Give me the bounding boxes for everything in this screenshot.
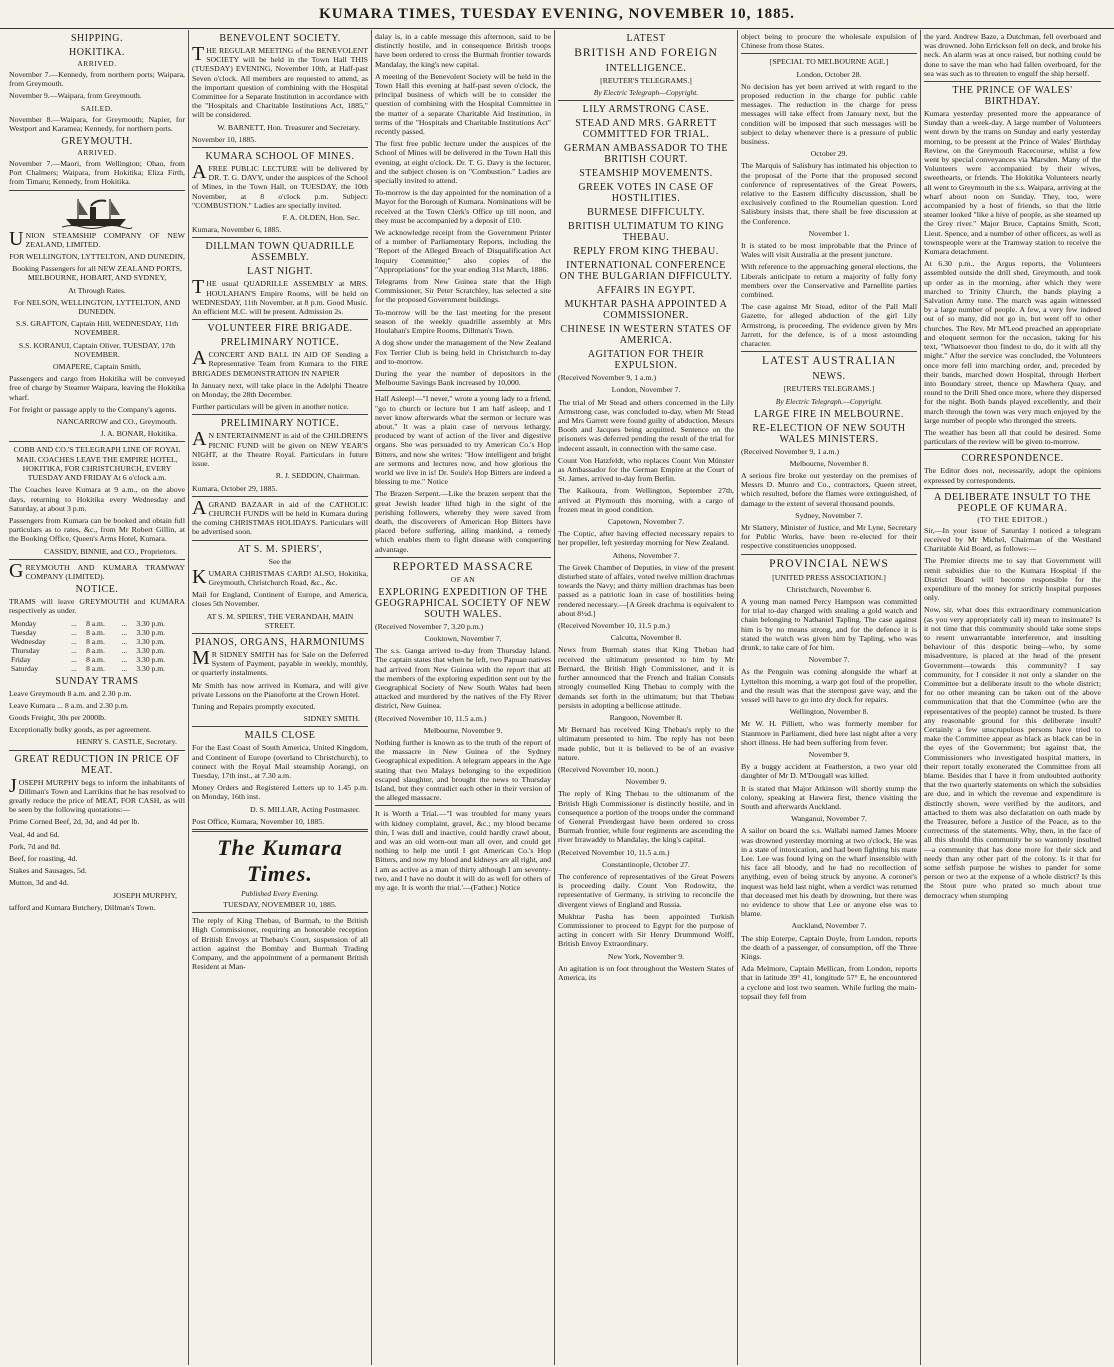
table-cell: 8 a.m.	[86, 636, 105, 646]
paragraph: Exceptionally bulky goods, as per agreement.	[9, 725, 152, 735]
paragraph: The Marquis of Salisbury has intimated his objection to the proposal of the Porte that the proposed second conference of representatives of the Great Powers, relative to the Eastern difficulty discussion, shall be exclusively confined to the Roumelian question. Lord Salisbury insists that, there shall be free discussion at the Conference.	[741, 161, 917, 226]
byline: OF AN	[450, 574, 476, 584]
centered-line: COBB AND CO.'S TELEGRAPH LINE OF ROYAL MAIL COACHES LEAVE THE EMPIRE HOTEL, HOKITIKA, FOR CHRISTCHURCH, EVERY TUESDAY AND FRIDAY At 6 o'clock a.m.	[13, 445, 181, 483]
paragraph: A dog show under the management of the New Zealand Fox Terrier Club is being held in Christchurch to-day and to-morrow.	[375, 338, 551, 366]
column-divider	[924, 449, 1101, 450]
centered-line: November 9.	[625, 777, 667, 787]
signature-line: D. S. MILLAR, Acting Postmaster.	[249, 804, 360, 814]
column-divider	[9, 441, 185, 442]
column-divider	[192, 237, 368, 238]
paragraph: The conference of representatives of the Great Powers is proceeding daily. Count Von Rodowitz, the representative of Germany, is striving to reconcile the divergent views of England and Russia.	[558, 871, 734, 909]
table-cell: ...	[71, 654, 77, 664]
column-divider	[192, 540, 368, 541]
paragraph: Passengers from Kumara can be booked and obtain full particulars as to rates, &c., from Mr Robert Gillin, at the Booking Office, Queen's Arms Hotel, Kumara.	[9, 515, 185, 544]
table-cell: Wednesday	[11, 636, 46, 646]
table-cell: ...	[121, 627, 128, 637]
column-3	[372, 30, 555, 1365]
paragraph: Mutton, 3d and 4d.	[9, 878, 69, 888]
centered-line: At Through Rates.	[68, 285, 126, 295]
paragraph: KUMARA CHRISTMAS CARD! ALSO, Hokitika, Greymouth, Christchurch Road, &c., &c.	[192, 565, 368, 588]
paragraph: Telegrams from New Guinea state that the High Commissioner, Sir Peter Scratchley, has selected a site for the proposed Government buildings.	[375, 277, 551, 305]
centered-line: Wanganui, November 7.	[790, 814, 868, 824]
byline: By Electric Telegraph—Copyright.	[593, 88, 699, 98]
paragraph: Kumara, November 6, 1885.	[192, 225, 282, 235]
table-cell: 3.30 p.m.	[136, 663, 166, 673]
paragraph: Kumara, October 29, 1885.	[192, 483, 278, 493]
centered-line: Athens, November 7.	[612, 550, 680, 560]
centered-line: November 9.	[808, 749, 850, 759]
centered-line: AT S. M. SPIERS', THE VERANDAH, MAIN STREET.	[206, 611, 354, 630]
section-heading: GREAT REDUCTION IN PRICE OF MEAT.	[14, 753, 180, 776]
byline: By Electric Telegraph.—Copyright.	[775, 396, 883, 406]
paragraph: Leave Kumara ... 8 a.m. and 2.30 p.m.	[9, 700, 129, 710]
paragraph: Goods Freight, 30s per 2000lb.	[9, 712, 107, 722]
table-cell: 8 a.m.	[86, 654, 105, 664]
section-heading: VOLUNTEER FIRE BRIGADE.	[207, 323, 353, 335]
paragraph: ACONCERT AND BALL IN AID OF Sending a Representative Team from Kumara to the FIRE BRIGADES DEMONSTRATION IN NAPIER	[192, 347, 368, 378]
centered-line: Auckland, November 7.	[791, 921, 867, 931]
table-cell: ...	[121, 636, 128, 646]
byline: Published Every Evening.	[241, 888, 319, 898]
section-heading: CHINESE IN WESTERN STATES OF AMERICA.	[560, 324, 732, 347]
paragraph: dalay is, in a cable message this afternoon, said to be distinctly hostile, and in consequence British troops have been ordered to cross the Burmah frontier towards Mandalay, the king's new capital.	[375, 32, 551, 69]
paragraph: AN ENTERTAINMENT in aid of the CHILDREN'S PICNIC FUND will be given on NEW YEAR'S NIGHT, at the Theatre Royal. Particulars in future issue.	[192, 428, 368, 469]
table-cell: Tuesday	[11, 627, 37, 637]
table-row	[9, 637, 185, 646]
paragraph: With reference to the approaching general elections, the Liberals anticipate to return a majority of fully forty members over the Conservative and Parnellite parties combined.	[741, 262, 917, 300]
paragraph: By a buggy accident at Featherston, a two year old daughter of Mr D. M'Dougall was killed.	[741, 762, 917, 781]
table-cell: 8 a.m.	[86, 618, 105, 628]
table-cell: ...	[71, 663, 77, 673]
centered-line: FOR WELLINGTON, LYTTELTON, AND DUNEDIN,	[9, 252, 185, 262]
section-heading: LAST NIGHT.	[247, 266, 313, 278]
paragraph: A serious fire broke out yesterday on the premises of Messrs D. Munro and Co., contractors, Queen street, which resulted, before the flames were extinguished, of damage to the extent of several thousand pounds.	[741, 470, 917, 508]
paragraph: The s.s. Ganga arrived to-day from Thursday Island. The captain states that when he left, two Papuan natives had arrived from New Guinea with the report that all the members of the exploring expedition sent out by the Geographical Society of New South Wales had been attacked and murdered by the natives of the Fly River district, New Guinea.	[375, 646, 551, 711]
paragraph: tafford and Kumara Butchery, Dillman's Town.	[9, 902, 156, 912]
table-cell: ...	[121, 654, 128, 664]
paragraph: (Received November 9, 1 a.m.)	[741, 446, 840, 456]
paragraph: (Received November 10, 11.5 a.m.)	[375, 713, 487, 723]
table-cell: Friday	[11, 654, 31, 664]
paragraph: For the East Coast of South America, United Kingdom, and Continent of Europe (overland to Christchurch), to connect with the Royal Mail steamship Aorangi, on Tuesday, 17th inst., at 7.30 a.m.	[192, 743, 368, 780]
table-row	[9, 619, 185, 628]
section-heading: REPORTED MASSACRE	[392, 560, 534, 573]
column-divider	[9, 559, 185, 560]
table-cell: 8 a.m.	[86, 627, 105, 637]
table-cell: 3.30 p.m.	[136, 618, 166, 628]
section-heading: KUMARA SCHOOL OF MINES.	[205, 151, 355, 163]
masthead: KUMARA TIMES, TUESDAY EVENING, NOVEMBER 10, 1885.	[0, 6, 1114, 29]
centered-line: Melbourne, November 8.	[789, 458, 869, 468]
section-heading: PROVINCIAL NEWS	[769, 557, 889, 570]
paragraph: object being to procure the wholesale expulsion of Chinese from those States.	[741, 32, 917, 51]
paragraph: TRAMS will leave GREYMOUTH and KUMARA respectively as under.	[9, 597, 185, 616]
port-heading: HOKITIKA.	[69, 47, 125, 58]
paragraph: During the year the number of depositors in the Melbourne Savings Bank increased by 10,000.	[375, 368, 551, 388]
paragraph: The trial of Mr Stead and others concerned in the Lily Armstrong case, was concluded to-day, when Mr Stead and Mrs Garrett were found guilty of abduction, Messrs Booth and Jacques being acquitted. Sentence on the prisoners was deferred pending the result of the trial for indecent assault, in connection with the same case.	[558, 397, 734, 453]
column-divider	[192, 726, 368, 727]
column-5	[738, 30, 921, 1365]
column-divider	[375, 557, 551, 558]
paragraph: Now, sir, what does this extraordinary communication (as you very appropriately call it) mean to insinuate? Is it not time that this community should take some steps to resent unwarrantable interference, and insulting behaviour of this despotic being—who, by some misadventure, is placed at the head of the present Government—towards this community? I say community, for I consider it not only a slander on the Committee but a deliberate insult to the whole district; for no other meaning can be taken out of the above communication that that the Committee (who are the representatives of the people) cannot be trusted. Is there any reasonable ground for this deliberate insult? Certainly a few unscrupulous persons have tried to make the Committee appear as black as black can be in the eyes of the Government; but against that, the Commissioners who investigated hospital matters, in their report totally exonerated the Committee from all blame. Besides that I have it from undoubted authority that the two quarterly statements on which the subsidies are due, and in which the revenue and expenditure is distinctly shown, were verified by the auditors, and attached to them was also declaration on oath made by the Treasurer, before a Justice of the Peace, as to the correctness of the statements. Why, then, in the face of all this should this community be so wantonly insulted—a community that has done more for their sick and needy than any other part of the colony. Is it that for some selfish purpose he wishes to pander for some person or two at the expense of a whole district? Is this the Stout pure who prated so much about true democracy when stumping	[924, 605, 1101, 900]
table-cell: ...	[121, 645, 128, 655]
section-heading: GERMAN AMBASSADOR TO THE BRITISH COURT.	[564, 143, 728, 166]
port-heading: GREYMOUTH.	[61, 136, 133, 148]
paragraph: the yard. Andrew Baze, a Dutchman, fell overboard and was drowned. John Errickson fell on deck, and broke his neck. An alarm was at once raised, but nothing could be done to save the man who had fallen overboard, for the sea was such as to threaten to engulf the ship herself.	[924, 32, 1101, 78]
paragraph: AFREE PUBLIC LECTURE will be delivered by DR. T. G. DAVY, under the auspices of the School of Mines, in the Town Hall, on TUESDAY, the 10th November, at 8 o'clock p.m. Subject: "COMBUSTION." Ladies are specially invited.	[192, 161, 368, 210]
section-heading: BRITISH AND FOREIGN	[574, 47, 718, 59]
paragraph: The case against Mr Stead, editor of the Pall Mall Gazette, for alleged abduction of the girl Lily Armstrong, is proceeding. The evidence given by Mrs Jarrett, for the defence, is of a most astounding character.	[741, 302, 917, 349]
signature-line: W. BARNETT, Hon. Treasurer and Secretary.	[217, 122, 360, 132]
section-heading: AGITATION FOR THEIR EXPULSION.	[587, 349, 705, 372]
centered-line: Melbourne, November 9.	[423, 725, 503, 735]
paragraph: It is Worth a Trial.—"I was troubled for many years with kidney complaint, gravel, &c.; my blood became thin, I was dull and inactive, could hardly crawl about, and was an old worn-out man all over, and could get nothing to help me until I got American Co.'s Hop Bitters, and now my blood and kidneys are all right, and I am as active as a man of thirty although I am seventy-two, and I have no doubt it will do as well for others of my age. It is worth the trial.'—(Father.) Notice	[375, 809, 551, 893]
centered-line: November 1.	[808, 228, 850, 238]
paragraph: Half Asleep!—"I never," wrote a young lady to a friend, "go to church or lecture but I am half asleep, and I never know afterwards what the sermon or lecture was about." It was a plain case of nervous lethargy, produced by want of action of the liver and digestive organs. She was persuaded to try American Co.'s Hop Bitters, and now she writes: "How intelligent and bright are sermons and lectures now, and how glorious the world we live in is! Dr. Soule's Hop Bitters are indeed a blessing to me." Notice	[375, 394, 551, 487]
section-heading: NEWS.	[812, 371, 846, 383]
column-divider	[192, 496, 368, 497]
paragraph: Money Orders and Registered Letters up to 1.45 p.m. on Monday, 16th inst.	[192, 783, 368, 802]
paragraph: November 7.—Maori, from Wellington; Ohau, from Port Chalmers; Waipara, from Hokitika; Eliza Firth, from Timaru; Kennedy, from Hokitika.	[9, 159, 185, 187]
paragraph: Leave Greymouth 8 a.m. and 2.30 p.m.	[9, 688, 132, 698]
table-cell: 3.30 p.m.	[136, 636, 166, 646]
section-heading: AFFAIRS IN EGYPT.	[596, 285, 696, 297]
columns-container	[6, 30, 1108, 1365]
paragraph: The Coaches leave Kumara at 9 a.m., on the above days, returning to Hokitika every Wednesday and Saturday, at about 3 p.m.	[9, 485, 185, 513]
section-heading: MAILS CLOSE	[244, 730, 316, 742]
table-cell: Thursday	[11, 645, 40, 655]
column-2	[189, 30, 372, 1365]
column-divider	[375, 805, 551, 806]
paragraph: At 6.30 p.m., the Argus reports, the Volunteers assembled outside the drill shed, Greymouth, and took up order as in the morning, after which they were marched to Trinity Church, the bands playing a Salvation Army tune. The march was again witnessed by a large number of people. A few, a very few indeed out of so many, did not go in, but went off to other churches. The Rev. Mr M'Leod preached an appropriate and eloquent sermon for the occasion, taking for his text, "Whatsoever thou findest to do, do it with all thy might." After the service was concluded, the Volunteers once more fell into marching order, and, preceded by their bands, marched down Hospital, through Herbert into Boundary street, thence up Mawhera Quay, and round to the Drill Shed once more, where they dispersed for the night. Both bands played excellently, and their march through the town was very much enjoyed by the large number of people who thronged the streets.	[924, 259, 1101, 425]
table-cell: ...	[71, 636, 77, 646]
paragraph: No decision has yet been arrived at with regard to the proposed reduction in the charge for public cable messages. The reduction in the charge for press messages will take effect from January next, but the condition will be imposed that such messages will be subject to delay whenever there is a pressure of public business.	[741, 81, 917, 147]
section-heading: PRELIMINARY NOTICE.	[220, 337, 340, 349]
paragraph: The Kaikoura, from Wellington, September 27th, arrived at Plymouth this morning, with a cargo of frozen meat in good condition.	[558, 486, 734, 514]
paragraph: AGRAND BAZAAR in aid of the CATHOLIC CHURCH FUNDS will be held in Kumara during the coming CHRISTMAS HOLIDAYS. Particulars will be advertised soon.	[192, 496, 368, 537]
centered-line: Christchurch, November 6.	[786, 584, 872, 594]
centered-line: Sydney, November 7.	[795, 510, 863, 520]
column-divider	[9, 750, 185, 751]
section-heading: SHIPPING.	[70, 33, 123, 44]
table-cell: ...	[71, 627, 77, 637]
paragraph: The ship Euterpe, Captain Doyle, from London, reports the death of a passenger, of consumption, off the Three Kings.	[741, 933, 917, 962]
centered-line: Rangoon, November 8.	[609, 712, 683, 722]
paragraph: (Received November 10, 11.5 a.m.)	[558, 847, 670, 857]
centered-line: S.S. GRAFTON, Captain Hill, WEDNESDAY, 11th NOVEMBER.	[15, 319, 179, 338]
table-row	[9, 664, 185, 673]
section-label: SAILED.	[80, 103, 114, 113]
table-cell: Saturday	[11, 663, 38, 673]
paragraph: Tuning and Repairs promptly executed.	[192, 701, 316, 711]
byline: (TO THE EDITOR.)	[977, 514, 1048, 524]
paragraph: (Received November 10, 11.5 p.m.)	[558, 621, 670, 631]
paragraph: Mail for England, Continent of Europe, and America, closes 5th November.	[192, 590, 368, 609]
paragraph: An agitation is on foot throughout the Western States of America, its	[558, 963, 734, 982]
centered-line: October 29.	[810, 149, 848, 159]
section-heading: SUNDAY TRAMS	[55, 675, 139, 687]
paragraph: Ada Melmore, Captain Mellican, from London, reports that in latitude 39° 41, longitude 57° E, he encountered a cyclone and lost two seamen. While furling the main-topsail they fell from	[741, 964, 917, 1001]
centered-line: For NELSON, WELLINGTON, LYTTELTON, AND DUNEDIN.	[13, 297, 181, 317]
paragraph: It is stated that Major Atkinson will shortly stump the colony, speaking at Hawera first, thence visiting the South and afterwards Auckland.	[741, 783, 917, 811]
paragraph: A sailor on board the s.s. Wallabi named James Moore was drowned yesterday morning at two o'clock. He was in a state of intoxication, and had been fighting his mate Lee. Lee was found lying on the wharf insensible with his face all bloody, and he had no recollection of anything, even of being struck by anyone. A coroner's inquest was held last night, when a verdict was returned that deceased met his death by drowning, but there was no evidence to show that Lee or anyone else was to blame.	[741, 826, 917, 919]
paragraph: The reply of King Thebau, of Burmah, to the British High Commissioner, requiring an honorable reception of British Envoys at Thebau's Court, suspension of all action against the Bombay and Burmah Trading Company, and the appointment of a permanent British Resident at Man-	[192, 916, 368, 972]
paragraph: (Received November 10, noon.)	[558, 764, 659, 774]
section-heading: NOTICE.	[75, 584, 119, 596]
paragraph: Post Office, Kumara, November 10, 1885.	[192, 816, 325, 826]
paragraph: MR SIDNEY SMITH has for Sale on the Deferred System of Payment, payable in weekly, monthly, or quarterly instalments.	[192, 646, 368, 678]
centered-line: OMAPERE, Captain Smith,	[53, 362, 141, 372]
centered-line: [REUTERS TELEGRAMS.]	[783, 384, 875, 394]
paragraph: Count Von Hatzfeldt, who replaces Count Von Münster as Ambassador for the German Empire at the Court of St. James, arrived to-day from Berlin.	[558, 455, 734, 484]
paragraph: UNION STEAMSHIP COMPANY OF NEW ZEALAND, LIMITED.	[9, 227, 185, 250]
paragraph: To-morrow is the day appointed for the nomination of a Mayor for the Borough of Kumara. Nominations will be received at the Town Clerk's Office up till noon, and they must be accompanied by a deposit of £10.	[375, 188, 551, 225]
paragraph: Mr Smith has now arrived in Kumara, and will give private Lessons on the Pianoforte at the Crown Hotel.	[192, 680, 368, 699]
table-cell: ...	[121, 618, 128, 628]
paragraph: We acknowledge receipt from the Government Printer of a number of Parliamentary Reports, including the "Report of the Alleged Breach of Disqualification Act Inquiry Committee;" also copies of the "Appropriations" for the year ending 31st March, 1886.	[375, 228, 551, 274]
centered-line: London, October 28.	[796, 69, 862, 79]
signature-line: SIDNEY SMITH.	[303, 714, 360, 724]
table-cell: 3.30 p.m.	[136, 654, 166, 664]
signature-line: JOSEPH MURPHY,	[113, 890, 177, 900]
table-row	[9, 655, 185, 664]
section-heading: AT S. M. SPIERS',	[237, 543, 323, 555]
column-divider	[741, 53, 917, 54]
table-row	[9, 628, 185, 637]
section-heading: DILLMAN TOWN QUADRILLE ASSEMBLY.	[205, 241, 355, 264]
paragraph: November 8.—Waipara, for Greymouth; Napier, for Westport and Karamea; Kennedy, for northern ports.	[9, 114, 185, 133]
signature-line: R. J. SEDDON, Chairman.	[275, 471, 360, 481]
paragraph: Veal, 4d and 6d.	[9, 829, 60, 839]
paragraph: GREYMOUTH AND KUMARA TRAMWAY COMPANY (LIMITED).	[9, 559, 185, 582]
paragraph: JOSEPH MURPHY begs to inform the inhabitants of Dillman's Town and Larrikins that he has resolved to greatly reduce the price of MEAT, FOR CASH, as will be seen by the following quotations:—	[9, 774, 185, 815]
table-cell: 8 a.m.	[86, 663, 105, 673]
paragraph: The Brazen Serpent.—Like the brazen serpent that the great Jewish leader lifted high in the sight of the perishing followers, whereby they were saved from death, the discoverers of American Hop Bitters have placed before suffering, ailing mankind, a remedy which enables them to fight disease with conquering advantage.	[375, 489, 551, 554]
column-divider	[192, 414, 368, 415]
signature-line: J. A. BONAR, Hokitika.	[100, 429, 177, 439]
section-heading: RE-ELECTION OF NEW SOUTH WALES MINISTERS.	[752, 422, 906, 445]
column-divider	[9, 190, 185, 191]
paragraph: THE usual QUADRILLE ASSEMBLY at MRS. HOULAHAN'S Empire Rooms, will be held on WEDNESDAY, 11th November, at 8 p.m. Good Music. An efficient M.C. will be present. Admission 2s.	[192, 276, 368, 317]
column-divider	[924, 488, 1101, 489]
paragraph: Mukhtar Pasha has been appointed Turkish Commissioner to proceed to Egypt for the purpose of acting in concert with Sir Henry Drummond Wolff, British Envoy Extraordinary.	[558, 911, 734, 949]
column-divider	[375, 390, 551, 391]
section-heading: PRELIMINARY NOTICE.	[220, 418, 340, 430]
centered-line: [UNITED PRESS ASSOCIATION.]	[772, 572, 886, 582]
table-cell: 8 a.m.	[86, 645, 105, 655]
column-divider	[741, 554, 917, 555]
paragraph: The Greek Chamber of Deputies, in view of the present disturbed state of affairs, voted twelve million drachmas towards the Navy; and thirty million drachmas has been passed as a patriotic loan in case of hostilities being rendered necessary.—[A Greek drachma is equivalent to about 8½d.]	[558, 562, 734, 618]
paragraph: For freight or passage apply to the Company's agents.	[9, 404, 177, 414]
paragraph: Mr Slattery, Minister of Justice, and Mr Lyne, Secretary for Public Works, have been re-elected for their respective constituencies unopposed.	[741, 522, 917, 551]
paragraph: The Editor does not, necessarily, adopt the opinions expressed by correspondents.	[924, 466, 1101, 485]
paragraph: Mr W. H. Pilliett, who was formerly member for Stanmore in Parliament, died here last night after a very short illness. He had been suffering from fever.	[741, 719, 917, 747]
tram-schedule-table	[9, 619, 185, 673]
section-heading: LATEST AUSTRALIAN	[761, 355, 897, 368]
paragraph: The first free public lecture under the auspices of the School of Mines will be delivered in the Town Hall this evening, at eight o'clock. Dr. T. G. Davy is the lecturer, and the subject chosen is on "Combustion." Ladies are specially invited to attend.	[375, 139, 551, 186]
paragraph: THE REGULAR MEETING of the BENEVOLENT SOCIETY will be held in the Town Hall THIS (TUESDAY) EVENING, November 10th, at Half-past Seven o'clock. All members are requested to attend, as the important question of combining with the Hospital Committee for a Separate Institution in accordance with the "Hospitals and Charitable Institutions Act, 1885," will be considered.	[192, 43, 368, 120]
paragraph: News from Burmah states that King Thebau had received the ultimatum presented to him by Mr Bernard, the British High Commissioner, and it is further announced that the French and Italian Consuls strongly counselled King Thebau to comply with the demands set forth in the ultimatum; but that Thebau persists in adopting a bellicose attitude.	[558, 645, 734, 710]
paragraph: Passengers and cargo from Hokitika will be conveyed free of charge by Steamer Waipara, leaving the Hokitika wharf.	[9, 374, 185, 402]
section-heading: PIANOS, ORGANS, HARMONIUMS	[195, 636, 365, 648]
paragraph: Beef, for roasting, 4d.	[9, 853, 78, 863]
column-6	[921, 30, 1104, 1365]
paragraph: Sir,—In your issue of Saturday I noticed a telegram received by Mr Michel, Chairman of the Westland Charitable Aid Board, as follows:—	[924, 525, 1101, 554]
section-label: ARRIVED.	[77, 148, 117, 158]
paragraph: (Received November 9, 1 a.m.)	[558, 373, 657, 383]
paragraph: Pork, 7d and 8d.	[9, 841, 61, 851]
paragraph: November 10, 1885.	[192, 134, 257, 144]
section-label: ARRIVED.	[77, 59, 117, 68]
section-heading: A DELIBERATE INSULT TO THE PEOPLE OF KUMARA.	[934, 491, 1091, 514]
table-cell: ...	[71, 618, 77, 628]
paragraph: November 7.—Kennedy, from northern ports; Waipara, from Greymouth.	[9, 70, 185, 89]
section-heading: LARGE FIRE IN MELBOURNE.	[754, 408, 904, 420]
paragraph: Prime Corned Beef, 2d, 3d, and 4d per lb.	[9, 817, 140, 827]
paragraph: As the Penguin was coming alongside the wharf at Lyttelton this morning, a warp got foul of the propeller, and the result was that the sternpost gave way, and the vessel will have to go into dry dock for repairs.	[741, 667, 917, 704]
signature-line: HENRY S. CASTLE, Secretary.	[76, 737, 177, 747]
table-cell: 3.30 p.m.	[136, 645, 166, 655]
column-divider	[192, 912, 368, 913]
paragraph: To-morrow will be the last meeting for the present season of the weekly quadrille assembly at Mrs Houlahan's Empire Rooms, Dillman's Town.	[375, 307, 551, 336]
signature-line: NANCARROW and CO., Greymouth.	[56, 417, 177, 427]
table-cell: ...	[71, 645, 77, 655]
paragraph: Stakes and Sausages, 5d.	[9, 866, 87, 876]
paragraph: November 9.—Waipara, from Greymouth.	[9, 91, 142, 101]
section-heading: BURMESE DIFFICULTY.	[587, 207, 705, 219]
column-divider	[741, 351, 917, 352]
paragraph: A young man named Percy Hampson was committed for trial to-day charged with stealing a gold watch and chain belonging to Nathaniel Tapling. The case against him is by no means strong, and for the defence it is stated the watch was given him by Tapling, who was drunk, to take care of for him.	[741, 596, 917, 652]
section-heading: LILY ARMSTRONG CASE.	[582, 104, 710, 116]
section-heading: EXPLORING EXPEDITION OF THE GEOGRAPHICAL SOCIETY OF NEW SOUTH WALES.	[375, 586, 551, 620]
section-heading: INTERNATIONAL CONFERENCE ON THE BULGARIAN DIFFICULTY.	[559, 260, 733, 283]
paragraph: The Premier directs me to say that Government will remit subsidies due to the Kumara Hospital if the District Board will become responsible for the expenditure of the money for strictly hospital purposes only.	[924, 556, 1101, 603]
centered-line: Constantinople, October 27.	[602, 859, 690, 869]
centered-line: [SPECIAL TO MELBOURNE AGE.]	[769, 57, 889, 67]
section-heading: LATEST	[626, 33, 666, 44]
section-heading: STEAD AND MRS. GARRETT COMMITTED FOR TRIAL.	[575, 118, 717, 141]
column-divider	[924, 81, 1101, 82]
section-heading: GREEK VOTES IN CASE OF HOSTILITIES.	[578, 182, 714, 205]
signature-line: F. A. OLDEN, Hon. Sec.	[282, 213, 360, 223]
section-heading: REPLY FROM KING THEBAU.	[573, 246, 719, 258]
centered-line: Booking Passengers for all NEW ZEALAND PORTS, MELBOURNE, HOBART, AND SYDNEY,	[12, 264, 182, 283]
section-heading: BENEVOLENT SOCIETY.	[219, 33, 341, 44]
section-heading: MUKHTAR PASHA APPOINTED A COMMISSIONER.	[564, 299, 728, 322]
paragraph: Kumara yesterday presented more the appearance of Sunday than a week-day. A large number of Volunteers went down by the trams on Sunday and early yesterday morning, to be present at the Prince of Wales' Birthday Review, on the Greymouth Racecourse, whilst a few went by special conveyances via Marsden. Many of the Volunteers were accompanied by their wives, sweethearts, or friends. The Hokitika Volunteers nearly all went to Greymouth in the s.s. Waipara, arriving at the wharf about noon on Sunday. They, too, were accompanied by a host of friends, so that the little steamer looked "like a hive of people, as she steamed up the Grey river." Major Bruce, Captains Smith, Scott, Lieut. Spence, and a number of other officers, as well as townspeople were at the Tramway station to receive the Kumara detachment.	[924, 109, 1101, 257]
paragraph: (Received November 7, 3.20 p.m.)	[375, 621, 484, 631]
paragraph: Further particulars will be given in another notice.	[192, 402, 349, 412]
signature-line: CASSIDY, BINNIE, and CO., Proprietors.	[43, 546, 177, 556]
paragraph: The weather has been all that could be desired. Some particulars of the review will be given to-morrow.	[924, 427, 1101, 447]
paragraph: In January next, will take place in the Adelphi Theatre on Monday, the 28th December.	[192, 380, 368, 400]
centered-line: November 7.	[808, 655, 850, 665]
section-heading: STEAMSHIP MOVEMENTS.	[579, 168, 713, 180]
column-divider	[192, 829, 368, 832]
paragraph: It is stated to be most improbable that the Prince of Wales will visit Australia at the present juncture.	[741, 241, 917, 260]
table-row	[9, 646, 185, 655]
centered-line: Cooktown, November 7.	[424, 633, 502, 643]
paragraph: Nothing further is known as to the truth of the report of the massacre in New Guinea of the Sydney Geographical expedition. A telegram appears in the Age stating that two Malays belonging to the expedition escaped slaughter, and brought the news to Thursday Island, but they contradict each other in their version of the alleged massacre.	[375, 738, 551, 803]
column-4	[555, 30, 738, 1365]
paragraph: The Coptic, after having effected necessary repairs to her propeller, left yesterday morning for New Zealand.	[558, 529, 734, 548]
table-cell: Monday	[11, 618, 37, 628]
centered-line: Wellington, November 8.	[789, 707, 869, 717]
centered-line: London, November 7.	[611, 385, 681, 395]
table-cell: 3.30 p.m.	[136, 627, 166, 637]
section-heading: CORRESPONDENCE.	[961, 453, 1064, 465]
section-heading: INTELLIGENCE.	[605, 63, 687, 74]
column-divider	[192, 633, 368, 634]
centered-line: See the	[268, 556, 292, 566]
centered-line: TUESDAY, NOVEMBER 10, 1885.	[223, 899, 337, 909]
centered-line: [REUTER'S TELEGRAMS.]	[600, 76, 692, 85]
column-divider	[192, 147, 368, 148]
column-divider	[558, 100, 734, 101]
paragraph: A meeting of the Benevolent Society will be held in the Town Hall this evening at half-past seven o'clock, the principal business of which will be to consider the question of combining with the Hospital Committee in the matter of a separate Charitable Aid Institution, in terms of the "Hospitals and Charitable Institutions Act" recently passed.	[375, 71, 551, 137]
column-divider	[192, 319, 368, 320]
newspaper-nameplate: The Kumara Times.	[217, 834, 343, 886]
centered-line: Calcutta, November 8.	[610, 633, 682, 643]
centered-line: S.S. KORANUI, Captain Oliver, TUESDAY, 17th NOVEMBER.	[18, 340, 176, 359]
centered-line: Capetown, November 7.	[607, 517, 685, 527]
paragraph: The reply of King Thebau to the ultimatum of the British High Commissioner is distinctly hostile, and in consequence a portion of the troops under the command of General Prendergast have been ordered to cross Burmah frontier, while four regiments are ascending the river Irrawaddy to Mandalay, the king's capital.	[558, 789, 734, 845]
steamship-illustration-icon	[9, 195, 185, 229]
section-heading: BRITISH ULTIMATUM TO KING THEBAU.	[568, 221, 724, 244]
paragraph: Mr Bernard has received King Thebau's reply to the ultimatum presented to him. The reply has not been made public, but it is believed to be of an evasive nature.	[558, 725, 734, 762]
section-heading: THE PRINCE OF WALES' BIRTHDAY.	[952, 85, 1073, 108]
centered-line: New York, November 9.	[607, 951, 685, 961]
column-1	[6, 30, 189, 1365]
table-cell: ...	[121, 663, 128, 673]
